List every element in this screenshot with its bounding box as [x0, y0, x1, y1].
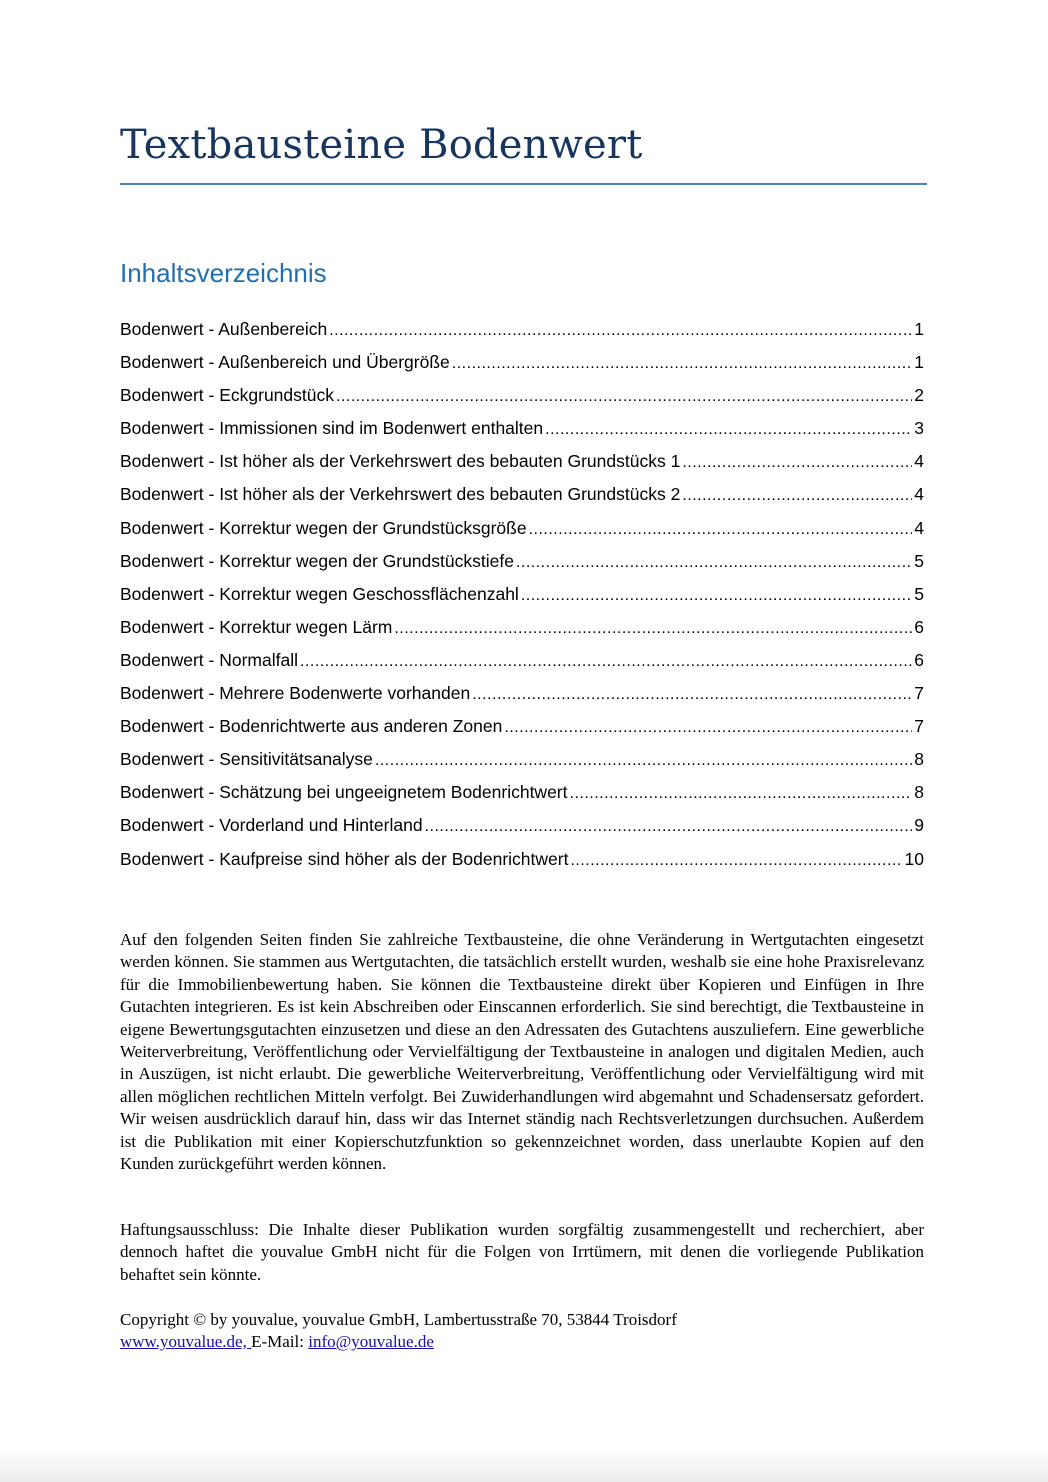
toc-dot-leader — [329, 314, 912, 346]
toc-entry-page: 8 — [914, 782, 924, 803]
toc-entry[interactable] — [120, 809, 924, 842]
toc-entry[interactable] — [120, 346, 924, 379]
toc-dot-leader — [516, 546, 912, 578]
toc-entry-title: Bodenwert - Ist höher als der Verkehrswert des bebauten Grundstücks 2 — [120, 484, 681, 505]
toc-entry-page: 5 — [914, 550, 924, 571]
toc-entry-page: 2 — [914, 385, 924, 406]
toc-entry-title: Bodenwert - Ist höher als der Verkehrswert des bebauten Grundstücks 1 — [120, 451, 681, 472]
toc-dot-leader — [570, 844, 902, 876]
toc-dot-leader — [570, 777, 913, 809]
toc-entry-title: Bodenwert - Vorderland und Hinterland — [120, 815, 423, 836]
toc-entry-page: 10 — [904, 848, 924, 869]
toc-entry-title: Bodenwert - Normalfall — [120, 649, 298, 670]
toc-entry[interactable] — [120, 478, 924, 511]
toc-entry-page: 4 — [914, 484, 924, 505]
contact-line — [120, 1331, 434, 1353]
toc-entry-title: Bodenwert - Korrektur wegen der Grundstücksgröße — [120, 517, 527, 538]
toc-entry-title: Bodenwert - Bodenrichtwerte aus anderen Zonen — [120, 716, 503, 737]
toc-entry[interactable] — [120, 379, 924, 412]
table-of-contents — [120, 313, 924, 876]
toc-dot-leader — [425, 810, 913, 842]
toc-dot-leader — [472, 678, 912, 710]
email-label: E-Mail: — [251, 1332, 309, 1351]
toc-dot-leader — [336, 380, 912, 412]
toc-entry[interactable] — [120, 843, 924, 876]
email-link[interactable]: info@youvalue.de — [308, 1332, 434, 1351]
toc-entry[interactable] — [120, 776, 924, 809]
website-link[interactable]: www.youvalue.de, — [120, 1332, 252, 1351]
toc-entry-title: Bodenwert - Außenbereich — [120, 319, 328, 339]
toc-entry[interactable] — [120, 313, 924, 346]
toc-entry-title: Bodenwert - Schätzung bei ungeeignetem Bodenrichtwert — [120, 782, 568, 803]
toc-entry-page: 9 — [914, 815, 924, 836]
toc-heading: Inhaltsverzeichnis — [120, 258, 327, 288]
toc-entry[interactable] — [120, 743, 924, 776]
intro-paragraph: Auf den folgenden Seiten finden Sie zahlreiche Textbausteine, die ohne Veränderung in Wertgutachten eingesetzt werden können. Sie stammen aus Wertgutachten, die tatsächlich erstellt wurden, weshalb sie eine hohe Praxisrelevanz für die Immobilienbewertung haben. Sie können die Textbausteine direkt über Kopieren und Einfügen in Ihre Gutachten integrieren. Es ist kein Abschreiben oder Einscannen erforderlich. Sie sind berechtigt, die Textbausteine in eigene Bewertungsgutachten einzusetzen und diese an den Adressaten des Gutachtens auszuliefern. Eine gewerbliche Weiterverbreitung, Veröffentlichung oder Vervielfältigung der Textbausteine in analogen und digitalen Medien, auch in Auszügen, ist nicht erlaubt. Die gewerbliche Weiterverbreitung, Veröffentlichung oder Vervielfältigung wird mit allen möglichen rechtlichen Mitteln verfolgt. Bei Zuwiderhandlungen wird abgemahnt und Schadensersatz gefordert. Wir weisen ausdrücklich darauf hin, dass wir das Internet ständig nach Rechtsverletzungen durchsuchen. Außerdem ist die Publikation mit einer Kopierschutzfunktion so gekennzeichnet worden, dass unerlaubte Kopien auf den Kunden zurückgeführt werden können. — [120, 930, 924, 1174]
toc-dot-leader — [394, 612, 912, 644]
toc-entry[interactable] — [120, 578, 924, 611]
toc-dot-leader — [529, 513, 913, 545]
toc-entry-page: 6 — [914, 649, 924, 670]
toc-entry-page: 7 — [914, 683, 924, 704]
toc-entry-page: 4 — [914, 451, 924, 472]
toc-entry[interactable] — [120, 412, 924, 445]
toc-entry[interactable] — [120, 611, 924, 644]
toc-dot-leader — [545, 413, 912, 445]
toc-entry[interactable] — [120, 644, 924, 677]
toc-entry-title: Bodenwert - Sensitivitätsanalyse — [120, 749, 373, 770]
toc-entry-page: 7 — [914, 716, 924, 737]
toc-entry[interactable] — [120, 445, 924, 478]
toc-entry-title: Bodenwert - Außenbereich und Übergröße — [120, 352, 450, 373]
page-bottom-shadow — [0, 1448, 1048, 1482]
toc-entry-page: 1 — [914, 319, 924, 339]
toc-entry-page: 6 — [914, 616, 924, 637]
toc-entry-title: Bodenwert - Eckgrundstück — [120, 385, 334, 406]
toc-entry-page: 5 — [914, 583, 924, 604]
toc-entry[interactable] — [120, 710, 924, 743]
toc-entry-page: 8 — [914, 749, 924, 770]
toc-entry-title: Bodenwert - Mehrere Bodenwerte vorhanden — [120, 683, 471, 704]
toc-entry-title: Bodenwert - Korrektur wegen Geschossflächenzahl — [120, 583, 519, 604]
toc-dot-leader — [521, 579, 912, 611]
toc-entry[interactable] — [120, 512, 924, 545]
toc-entry[interactable] — [120, 545, 924, 578]
toc-dot-leader — [682, 446, 912, 478]
toc-entry-page: 3 — [914, 418, 924, 439]
toc-entry-page: 4 — [914, 517, 924, 538]
toc-dot-leader — [504, 711, 912, 743]
toc-entry-title: Bodenwert - Kaufpreise sind höher als der Bodenrichtwert — [120, 848, 569, 869]
title-underline — [120, 183, 927, 185]
toc-dot-leader — [375, 744, 912, 776]
toc-entry-title: Bodenwert - Immissionen sind im Bodenwert enthalten — [120, 418, 544, 439]
toc-dot-leader — [452, 347, 912, 379]
toc-dot-leader — [682, 479, 912, 511]
toc-entry-title: Bodenwert - Korrektur wegen der Grundstückstiefe — [120, 550, 514, 571]
toc-entry-page: 1 — [914, 352, 924, 373]
copyright-line: Copyright © by youvalue, youvalue GmbH, Lambertusstraße 70, 53844 Troisdorf — [120, 1310, 677, 1329]
toc-entry[interactable] — [120, 677, 924, 710]
disclaimer-paragraph: Haftungsausschluss: Die Inhalte dieser Publikation wurden sorgfältig zusammengestellt und recherchiert, aber dennoch haftet die youvalue GmbH nicht für die Folgen von Irrtümern, mit denen die vorliegende Publikation behaftet sein könnte. — [120, 1220, 924, 1284]
document-title: Textbausteine Bodenwert — [120, 122, 643, 168]
toc-dot-leader — [300, 645, 912, 677]
toc-entry-title: Bodenwert - Korrektur wegen Lärm — [120, 616, 393, 637]
